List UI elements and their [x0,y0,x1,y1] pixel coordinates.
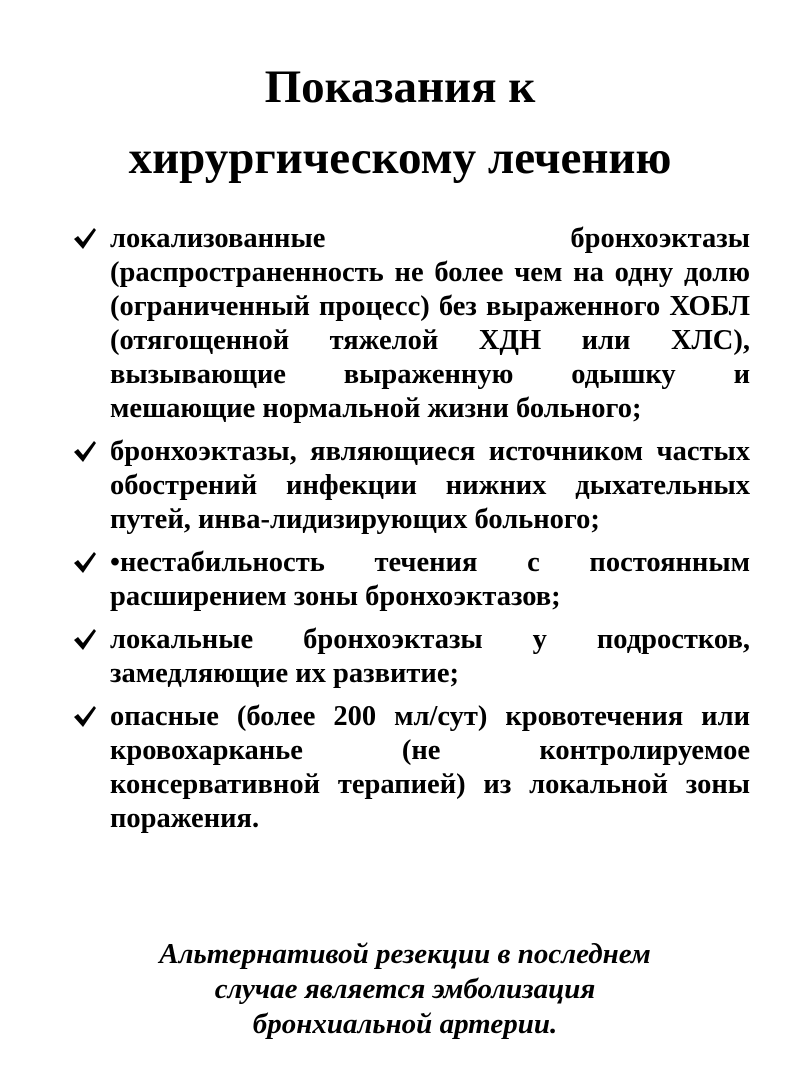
list-item [72,546,750,614]
title-line-1: Показания к [264,61,536,113]
list-item-text: локализованные бронхоэктазы (распространенность не более чем на одну долю (ограниченный процесс) без выраженного ХОБЛ (отягощенной тяжелой ХДН или ХЛС), вызывающие выраженную одышку и мешающие нормальной жизни больного; [110,223,750,424]
check-mark-icon [72,550,98,576]
title-line-2: хирургическому лечению [128,132,672,184]
list-item-text: •нестабильность течения с постоянным расширением зоны бронхоэктазов; [110,547,750,612]
list-item-text: бронхоэктазы, являющиеся источником частых обострений инфекции нижних дыхательных путей, инва-лидизирующих больного; [110,436,750,535]
list-item-text: локальные бронхоэктазы у подростков, замедляющие их развитие; [110,624,750,689]
list-item [72,222,750,426]
footer-line-1: Альтернативой резекции в последнем [159,938,651,970]
check-mark-icon [72,439,98,465]
footer-line-3: бронхиальной артерии. [252,1008,558,1040]
list-item [72,435,750,537]
slide-title [40,52,760,194]
indications-list [72,222,750,845]
check-mark-icon [72,226,98,252]
footer-line-2: случае является эмболизация [214,973,596,1005]
footer-note [60,937,750,1042]
list-item-text: опасные (более 200 мл/сут) кровотечения или кровохарканье (не контролируемое консервативной терапией) из локальной зоны поражения. [110,701,750,834]
check-mark-icon [72,627,98,653]
check-mark-icon [72,704,98,730]
list-item [72,700,750,836]
list-item [72,623,750,691]
